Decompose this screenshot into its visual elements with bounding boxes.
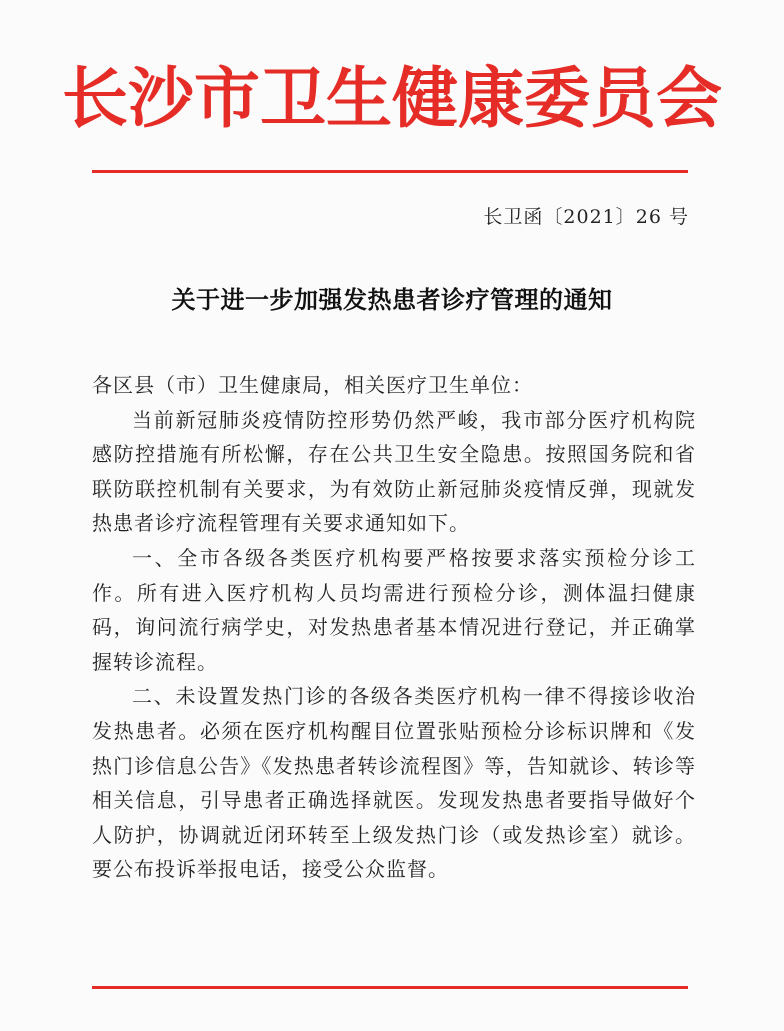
salutation: 各区县（市）卫生健康局，相关医疗卫生单位： <box>92 373 533 397</box>
org-header-title: 长沙市卫生健康委员会 <box>62 59 722 137</box>
header-red-rule <box>92 170 688 173</box>
document-title: 关于进一步加强发热患者诊疗管理的通知 <box>171 285 613 314</box>
body-paragraph-3: 二、未设置发热门诊的各级各类医疗机构一律不得接诊收治发热患者。必须在医疗机构醒目位置张贴预检分诊标识牌和《发热门诊信息公告》《发热患者转诊流程图》等，告知就诊、转诊等相关信息，引导患者正确选择就医。发现发热患者要指导做好个人防护，协调就近闭环转至上级发热门诊（或发热诊室）就诊。要公布投诉举报电话，接受公众监督。 <box>92 684 696 882</box>
document-body <box>92 368 696 887</box>
body-paragraph-1: 当前新冠肺炎疫情防控形势仍然严峻，我市部分医疗机构院感防控措施有所松懈，存在公共卫生安全隐患。按照国务院和省联防联控机制有关要求，为有效防止新冠肺炎疫情反弹，现就发热患者诊疗流程管理有关要求通知如下。 <box>92 407 696 536</box>
document-number: 长卫函〔2021〕26 号 <box>483 206 689 228</box>
footer-red-rule <box>92 986 688 989</box>
body-paragraph-2: 一、全市各级各类医疗机构要严格按要求落实预检分诊工作。所有进入医疗机构人员均需进行预检分诊，测体温扫健康码，询问流行病学史，对发热患者基本情况进行登记，并正确掌握转诊流程。 <box>92 545 696 674</box>
